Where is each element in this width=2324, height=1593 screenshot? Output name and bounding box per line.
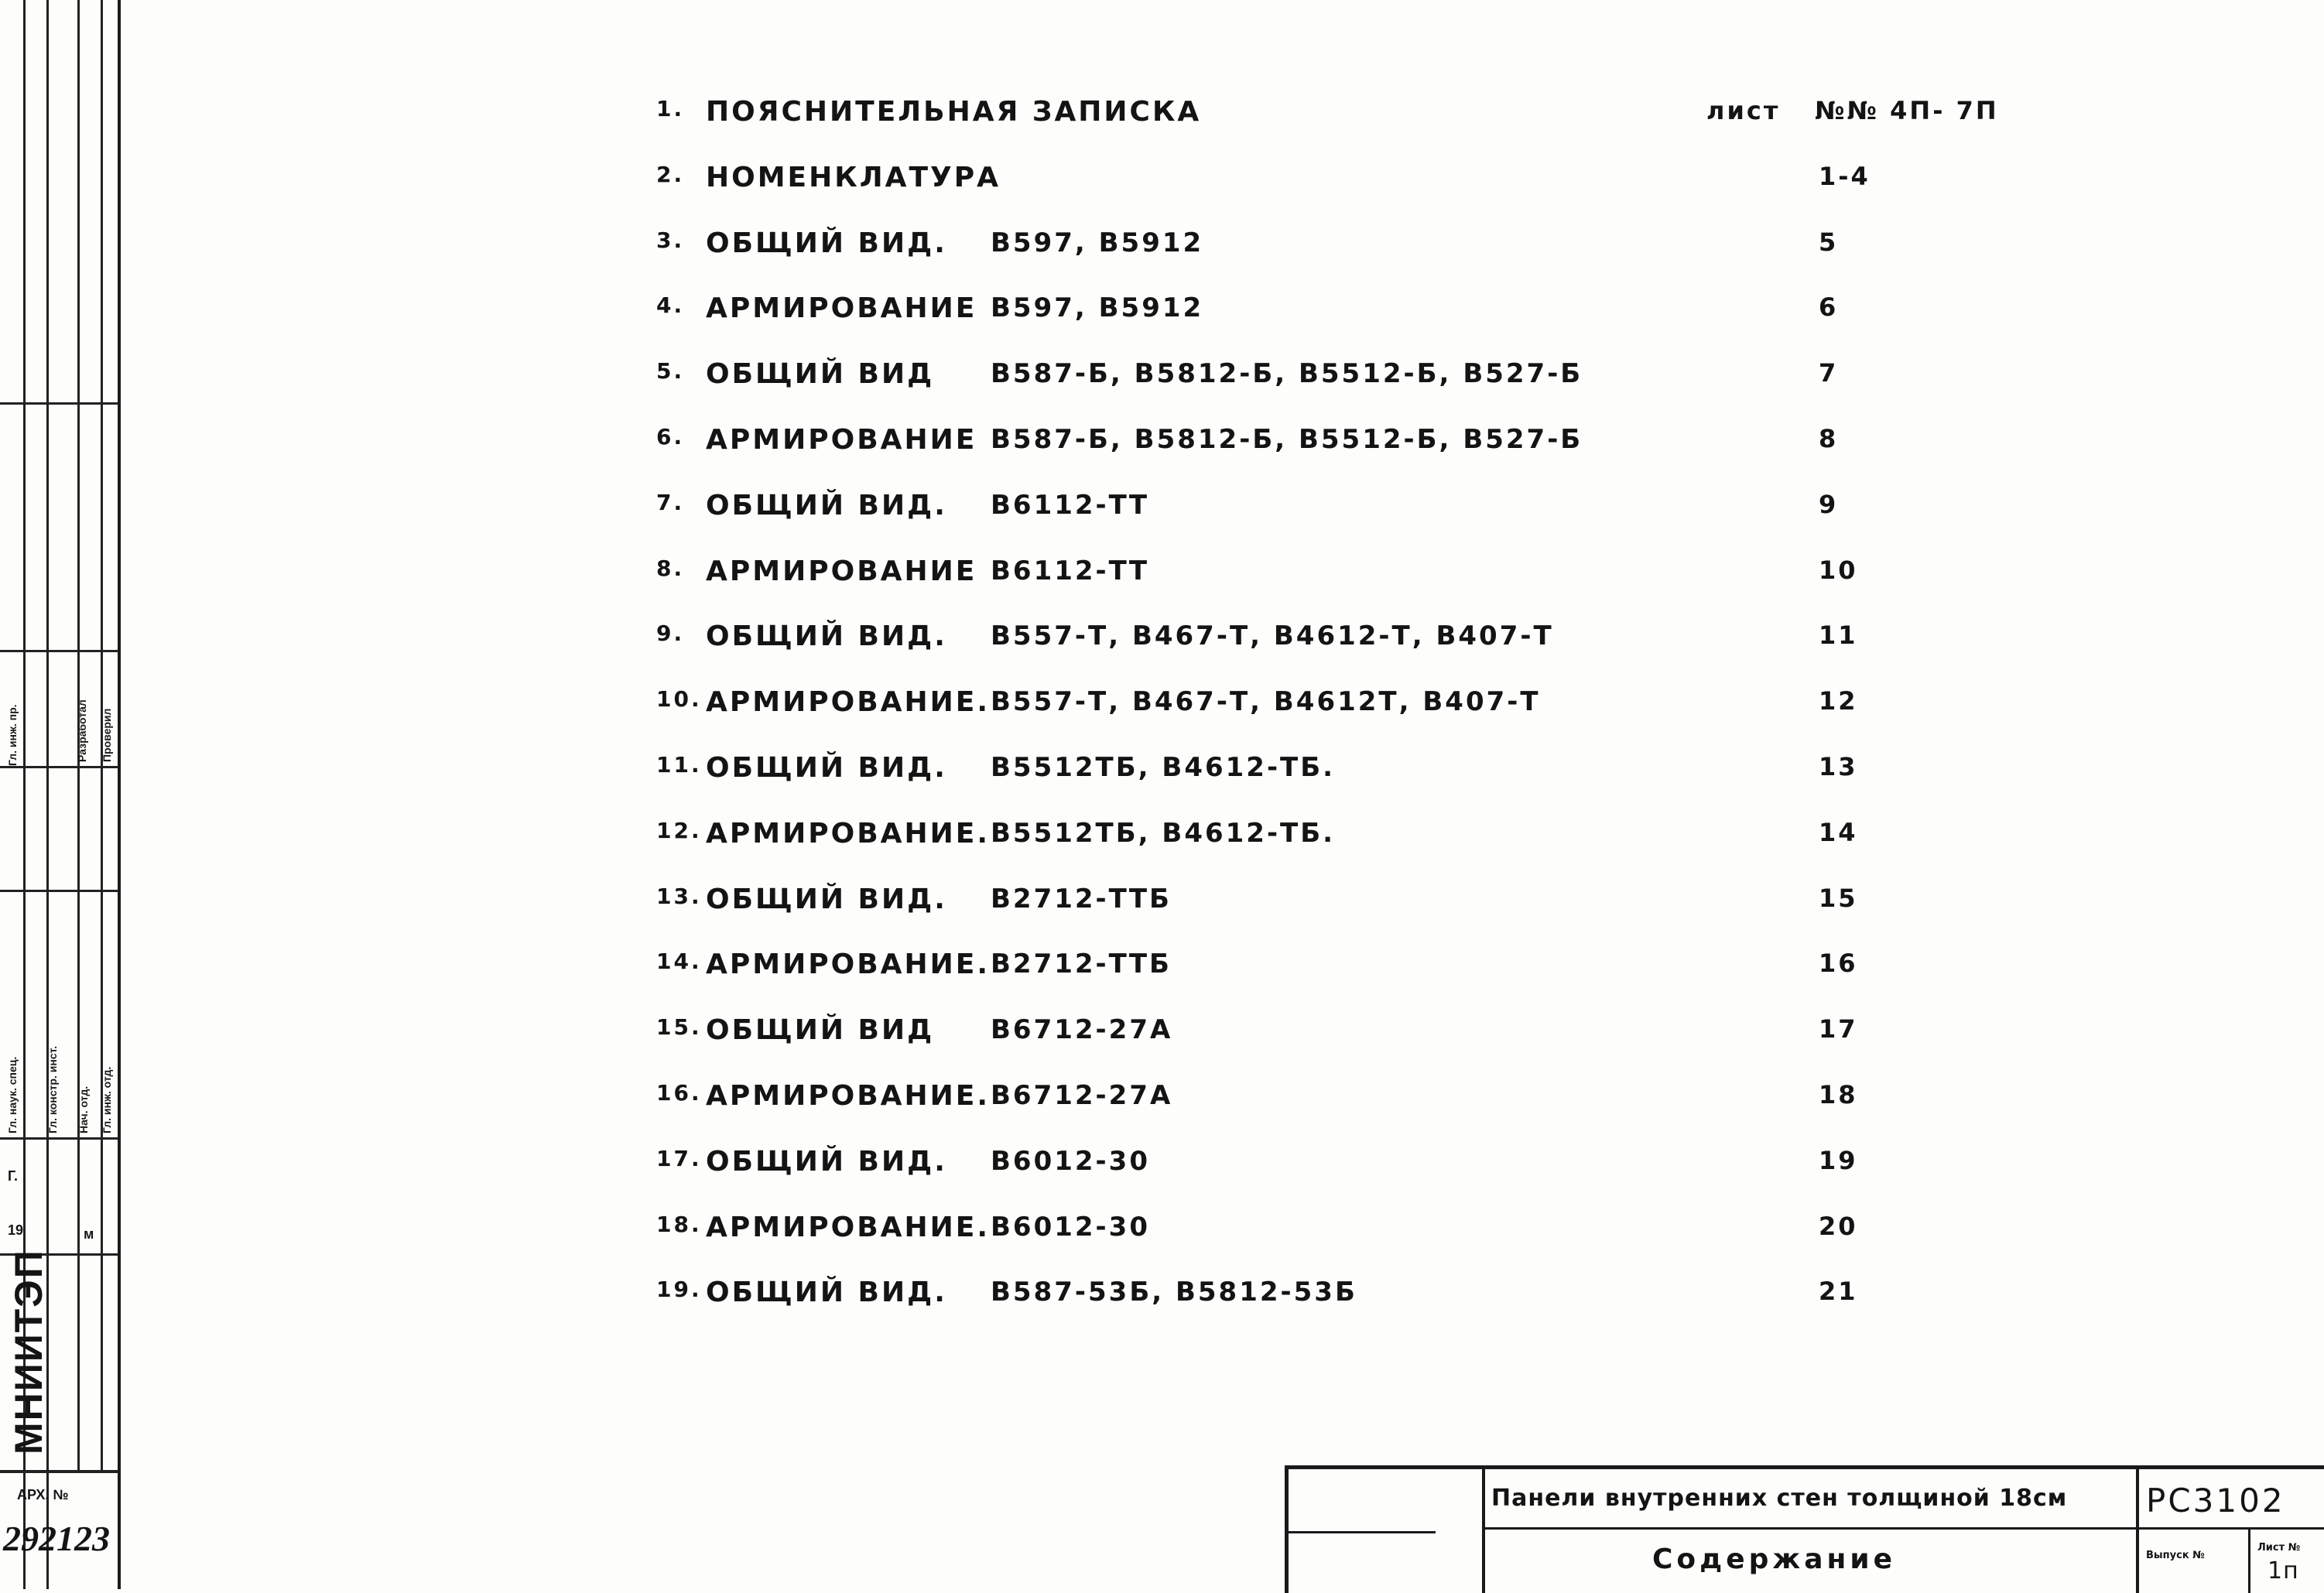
item-number: 6. xyxy=(656,423,685,450)
contents-list xyxy=(650,85,1999,1331)
list-item xyxy=(650,610,1966,675)
role-label: Гл. инж. пр. xyxy=(6,704,19,766)
stamp-text: Г. xyxy=(8,1168,18,1184)
item-number: 2. xyxy=(656,161,685,187)
sheet-label: лист xyxy=(1706,96,1781,125)
item-sheet: №№ 4П- 7П xyxy=(1815,96,1999,125)
list-item xyxy=(650,413,1966,479)
project-title: Панели внутренних стен толщиной 18см xyxy=(1491,1485,2068,1512)
title-block xyxy=(1285,1465,2324,1593)
list-item xyxy=(650,217,1966,282)
item-title: АРМИРОВАНИЕ. xyxy=(706,1211,991,1243)
item-sheet: 10 xyxy=(1819,555,1858,585)
item-codes: В6112-ТТ xyxy=(991,555,1150,586)
role-label: Гл. констр. инст. xyxy=(46,1045,59,1133)
item-codes: В597, В5912 xyxy=(991,227,1204,258)
list-item xyxy=(650,675,1966,741)
role-label: Гл. инж. отд. xyxy=(101,1066,113,1133)
stamp-text: м xyxy=(84,1226,94,1242)
item-sheet: 5 xyxy=(1819,227,1839,257)
role-label: Проверил xyxy=(101,708,113,762)
item-codes: В5512ТБ, В4612-ТБ. xyxy=(991,751,1336,783)
item-title: ОБЩИЙ ВИД. xyxy=(706,489,947,521)
item-number: 7. xyxy=(656,489,685,515)
tb-divider xyxy=(2136,1469,2139,1593)
item-number: 1. xyxy=(656,96,685,121)
item-number: 3. xyxy=(656,227,685,253)
item-title: ОБЩИЙ ВИД. xyxy=(706,751,947,784)
item-sheet: 14 xyxy=(1819,817,1858,847)
sheet-title: Содержание xyxy=(1652,1543,1897,1575)
list-item xyxy=(650,85,1999,151)
issue-label: Выпуск № xyxy=(2146,1550,2205,1561)
item-sheet: 18 xyxy=(1819,1079,1858,1109)
item-number: 12. xyxy=(656,817,702,843)
item-title: АРМИРОВАНИЕ. xyxy=(706,949,991,981)
item-number: 16. xyxy=(656,1079,702,1106)
item-number: 4. xyxy=(656,292,685,319)
item-codes: В597, В5912 xyxy=(991,292,1204,324)
item-number: 17. xyxy=(656,1145,702,1171)
tb-divider xyxy=(1482,1527,2324,1530)
item-codes: В557-Т, В467-Т, В4612-Т, В407-Т xyxy=(991,620,1554,652)
item-codes: В587-53Б, В5812-53Б xyxy=(991,1277,1357,1308)
strip-divider xyxy=(0,766,118,768)
item-title: АРМИРОВАНИЕ xyxy=(706,555,977,587)
list-item xyxy=(650,1266,1966,1331)
item-sheet: 12 xyxy=(1819,686,1858,716)
strip-divider xyxy=(0,1137,118,1140)
tb-divider xyxy=(2248,1527,2250,1593)
item-sheet: 21 xyxy=(1819,1277,1858,1307)
tb-divider xyxy=(1482,1469,1485,1593)
list-item xyxy=(650,479,1966,545)
item-sheet: 1-4 xyxy=(1819,161,1870,191)
item-sheet: 16 xyxy=(1819,949,1858,979)
archive-label: АРХ. № xyxy=(17,1487,69,1502)
item-title: АРМИРОВАНИЕ. xyxy=(706,817,991,849)
sheet-no-label: Лист № xyxy=(2257,1542,2301,1554)
item-codes: В6012-30 xyxy=(991,1145,1150,1177)
list-item xyxy=(650,151,1966,217)
list-item xyxy=(650,1003,1966,1069)
role-label: Гл. наук. спец. xyxy=(6,1056,19,1133)
item-number: 19. xyxy=(656,1277,702,1303)
item-title: ОБЩИЙ ВИД. xyxy=(706,883,947,915)
item-title: ОБЩИЙ ВИД. xyxy=(706,1145,947,1178)
item-sheet: 8 xyxy=(1819,423,1839,453)
item-title: ОБЩИЙ ВИД. xyxy=(706,1277,947,1309)
item-sheet: 9 xyxy=(1819,489,1839,519)
item-number: 11. xyxy=(656,751,702,778)
item-title: ОБЩИЙ ВИД. xyxy=(706,227,947,259)
list-item xyxy=(650,873,1966,938)
item-sheet: 6 xyxy=(1819,292,1839,323)
item-title: НОМЕНКЛАТУРА xyxy=(706,161,1001,193)
item-sheet: 11 xyxy=(1819,620,1858,651)
item-codes: В6112-ТТ xyxy=(991,489,1150,521)
left-stamp-strip xyxy=(0,0,121,1589)
item-number: 5. xyxy=(656,358,685,385)
item-codes: В6012-30 xyxy=(991,1211,1150,1243)
item-codes: В6712-27А xyxy=(991,1079,1173,1111)
item-sheet: 13 xyxy=(1819,751,1858,781)
sheet-no: 1п xyxy=(2268,1557,2299,1584)
item-sheet: 19 xyxy=(1819,1145,1858,1175)
stamp-text: 19 xyxy=(8,1222,24,1238)
item-number: 8. xyxy=(656,555,685,581)
item-sheet: 7 xyxy=(1819,358,1839,388)
list-item xyxy=(650,741,1966,807)
strip-divider xyxy=(0,890,118,892)
item-number: 15. xyxy=(656,1014,702,1041)
item-title: ОБЩИЙ ВИД xyxy=(706,358,935,391)
organization-name: МНИИТЭП xyxy=(7,1249,50,1455)
item-title: ПОЯСНИТЕЛЬНАЯ ЗАПИСКА xyxy=(706,96,1202,128)
item-title: ОБЩИЙ ВИД xyxy=(706,1014,935,1047)
item-codes: В5512ТБ, В4612-ТБ. xyxy=(991,817,1336,849)
list-item xyxy=(650,1069,1966,1135)
item-title: ОБЩИЙ ВИД. xyxy=(706,620,947,653)
item-codes: В587-Б, В5812-Б, В5512-Б, В527-Б xyxy=(991,358,1583,390)
series-code: РС3102 xyxy=(2146,1482,2285,1520)
item-number: 10. xyxy=(656,686,702,713)
archive-number: 292123 xyxy=(3,1519,110,1558)
list-item xyxy=(650,347,1966,413)
list-item xyxy=(650,1135,1966,1201)
role-label: Нач. отд. xyxy=(77,1085,90,1133)
list-item xyxy=(650,282,1966,347)
item-title: АРМИРОВАНИЕ. xyxy=(706,1079,991,1112)
item-title: АРМИРОВАНИЕ. xyxy=(706,686,991,719)
item-sheet: 15 xyxy=(1819,883,1858,913)
strip-divider xyxy=(0,402,118,405)
item-codes: В2712-ТТБ xyxy=(991,949,1172,980)
item-title: АРМИРОВАНИЕ xyxy=(706,423,977,456)
item-number: 14. xyxy=(656,949,702,975)
list-item xyxy=(650,545,1966,610)
strip-divider xyxy=(0,650,118,652)
list-item xyxy=(650,1201,1966,1267)
role-label: Разработал xyxy=(76,699,88,762)
tb-divider xyxy=(1289,1531,1436,1533)
strip-divider xyxy=(0,1470,118,1473)
item-codes: В557-Т, В467-Т, В4612Т, В407-Т xyxy=(991,686,1541,718)
item-title: АРМИРОВАНИЕ xyxy=(706,292,977,325)
item-number: 9. xyxy=(656,620,685,647)
item-codes: В2712-ТТБ xyxy=(991,883,1172,914)
list-item xyxy=(650,938,1966,1003)
item-number: 13. xyxy=(656,883,702,909)
item-sheet: 17 xyxy=(1819,1014,1858,1044)
item-sheet: 20 xyxy=(1819,1211,1858,1241)
list-item xyxy=(650,807,1966,873)
item-number: 18. xyxy=(656,1211,702,1237)
item-codes: В587-Б, В5812-Б, В5512-Б, В527-Б xyxy=(991,423,1583,455)
item-codes: В6712-27А xyxy=(991,1014,1173,1046)
